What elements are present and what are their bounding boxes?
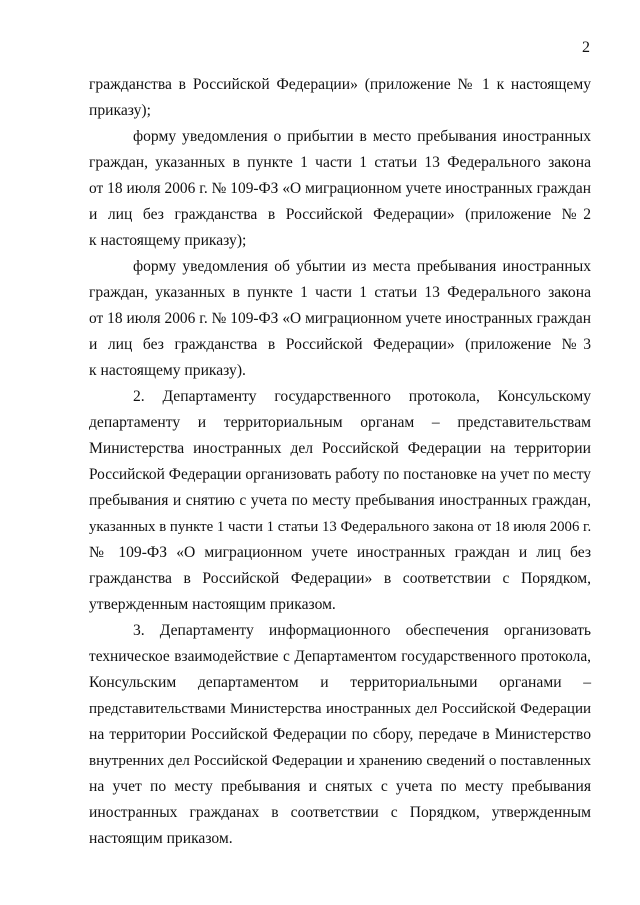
text-line: Российской Федерации организовать работу по постановке на учет по месту — [89, 466, 591, 483]
page-number: 2 — [582, 39, 590, 56]
text-line: представительствами Министерства иностранных дел Российской Федерации — [89, 701, 591, 717]
text-line: форму уведомления о прибытии в место пребывания иностранных — [133, 128, 591, 145]
text-line: № 109-ФЗ «О миграционном учете иностранных граждан и лиц без — [89, 544, 591, 561]
text-line: граждан, указанных в пункте 1 части 1 статьи 13 Федерального закона — [89, 154, 591, 171]
text-line: и лиц без гражданства в Российской Федерации» (приложение №2 — [89, 206, 591, 223]
text-line: Консульским департаментом и территориальными органами – — [89, 674, 591, 691]
text-line: настоящим приказом. — [89, 830, 233, 847]
text-line: Министерства иностранных дел Российской Федерации на территории — [89, 440, 591, 457]
text-line: к настоящему приказу). — [89, 362, 246, 379]
text-line: указанных в пункте 1 части 1 статьи 13 Федерального закона от 18 июля 2006 г. — [89, 519, 592, 535]
text-line: и лиц без гражданства в Российской Федерации» (приложение №3 — [89, 336, 591, 353]
text-line: форму уведомления об убытии из места пребывания иностранных — [133, 258, 591, 275]
text-line: внутренних дел Российской Федерации и хранению сведений о поставленных — [89, 753, 591, 769]
text-line: иностранных гражданах в соответствии с Порядком, утвержденным — [89, 804, 591, 821]
text-line: от 18 июля 2006 г. № 109-ФЗ «О миграционном учете иностранных граждан — [89, 310, 591, 327]
text-line: департаменту и территориальным органам – представительствам — [89, 414, 591, 431]
text-line: на учет по месту пребывания и снятых с учета по месту пребывания — [89, 778, 591, 795]
text-line: техническое взаимодействие с Департаментом государственного протокола, — [89, 648, 591, 665]
text-line: 2. Департаменту государственного протокола, Консульскому — [133, 388, 591, 405]
text-line: граждан, указанных в пункте 1 части 1 статьи 13 Федерального закона — [89, 284, 591, 301]
text-line: приказу); — [89, 102, 151, 119]
text-line: утвержденным настоящим приказом. — [89, 596, 336, 613]
text-line: 3. Департаменту информационного обеспечения организовать — [133, 622, 591, 639]
text-line: пребывания и снятию с учета по месту пребывания иностранных граждан, — [89, 492, 591, 509]
text-line: к настоящему приказу); — [89, 232, 247, 249]
text-line: от 18 июля 2006 г. № 109-ФЗ «О миграционном учете иностранных граждан — [89, 180, 591, 197]
text-line: на территории Российской Федерации по сбору, передаче в Министерство — [89, 726, 591, 743]
text-line: гражданства в Российской Федерации» в соответствии с Порядком, — [89, 570, 591, 587]
text-line: гражданства в Российской Федерации» (приложение № 1 к настоящему — [89, 76, 591, 93]
